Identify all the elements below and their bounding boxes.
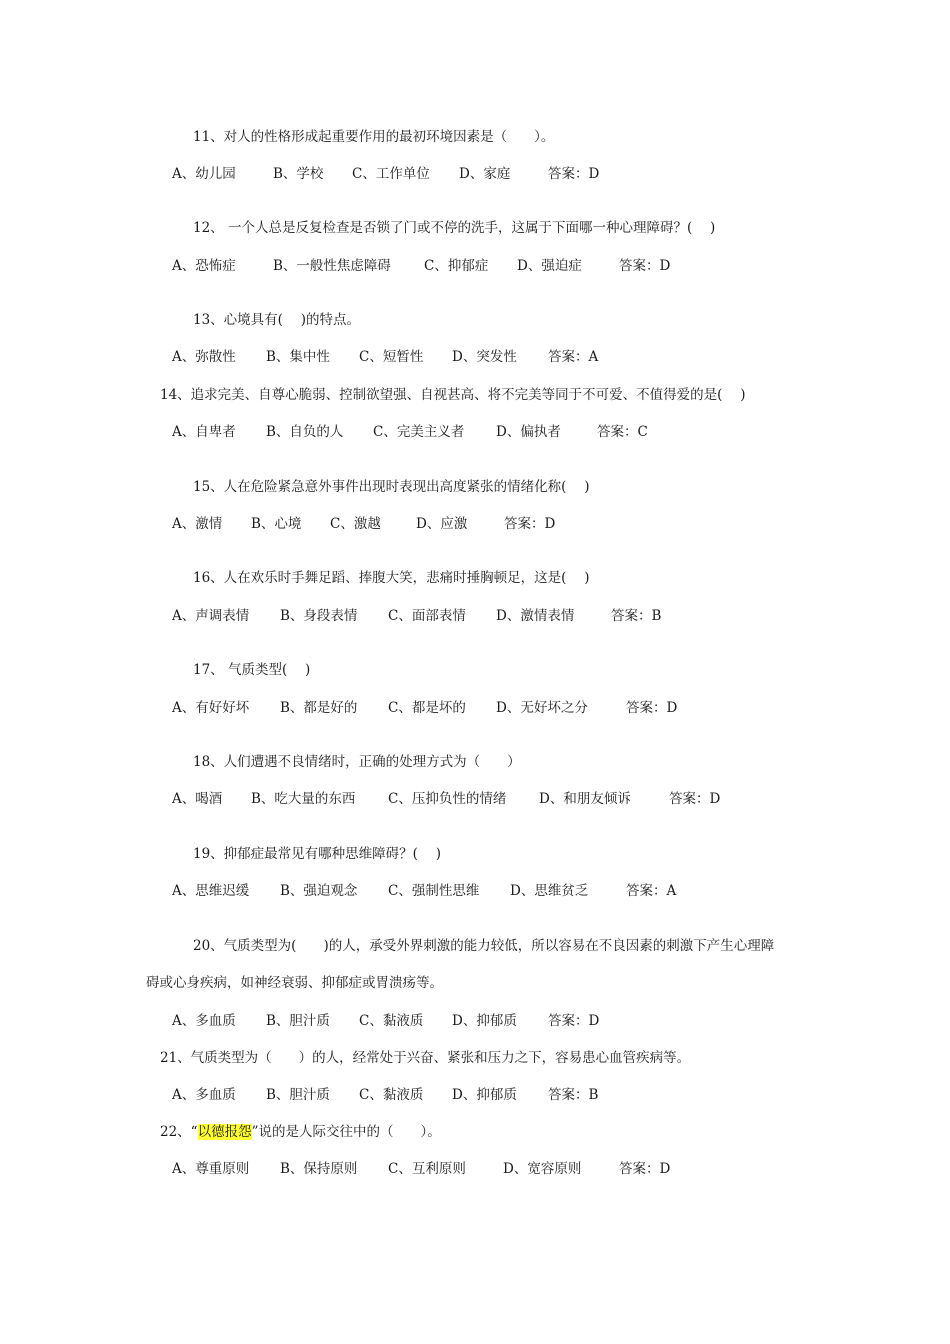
q22-option-a: A、尊重原则 (172, 1161, 250, 1177)
q14-answer: 答案：C (597, 424, 648, 440)
q14-option-a: A、自卑者 (172, 424, 236, 440)
q21-option-c: C、黏液质 (359, 1087, 424, 1103)
question-14: 14、追求完美、自尊心脆弱、控制欲望强、自视甚高、将不完美等同于不可爱、不值得爱的是( ) (160, 387, 746, 403)
q17-option-a: A、有好好坏 (172, 700, 250, 716)
question-20-continued: 碍或心身疾病，如神经衰弱、抑郁症或胃溃疡等。 (146, 975, 443, 991)
q19-option-c: C、强制性思维 (388, 883, 480, 899)
q15-option-c: C、激越 (330, 516, 381, 532)
q12-answer: 答案：D (619, 258, 671, 274)
question-18: 18、人们遭遇不良情绪时，正确的处理方式为（ ） (193, 754, 521, 770)
q22-option-c: C、互利原则 (388, 1161, 466, 1177)
q17-answer: 答案：D (626, 700, 678, 716)
q21-answer: 答案：B (548, 1087, 599, 1103)
question-16: 16、人在欢乐时手舞足蹈、捧腹大笑，悲痛时捶胸顿足，这是( ) (193, 570, 590, 586)
q20-option-c: C、黏液质 (359, 1013, 424, 1029)
q15-option-d: D、应激 (416, 516, 468, 532)
q20-option-b: B、胆汁质 (266, 1013, 330, 1029)
q19-option-b: B、强迫观念 (280, 883, 358, 899)
q18-option-b: B、吃大量的东西 (251, 791, 356, 807)
q16-option-b: B、身段表情 (280, 608, 358, 624)
q18-option-c: C、压抑负性的情绪 (388, 791, 507, 807)
q14-option-b: B、自负的人 (266, 424, 344, 440)
q17-option-b: B、都是好的 (280, 700, 358, 716)
q20-answer: 答案：D (548, 1013, 600, 1029)
q16-option-c: C、面部表情 (388, 608, 466, 624)
q19-answer: 答案：A (626, 883, 677, 899)
q11-option-b: B、学校 (273, 166, 324, 182)
q13-option-c: C、短暂性 (359, 349, 424, 365)
question-21: 21、气质类型为（ ）的人，经常处于兴奋、紧张和压力之下，容易患心血管疾病等。 (160, 1050, 691, 1066)
question-12: 12、 一个人总是反复检查是否锁了门或不停的洗手，这属于下面哪一种心理障碍？( ) (193, 220, 716, 236)
question-11: 11、对人的性格形成起重要作用的最初环境因素是（ ）。 (193, 129, 555, 145)
q12-option-b: B、一般性焦虑障碍 (273, 258, 391, 274)
question-20: 20、气质类型为( )的人，承受外界刺激的能力较低，所以容易在不良因素的刺激下产生心理障 (193, 938, 775, 954)
q15-option-b: B、心境 (251, 516, 302, 532)
q21-option-b: B、胆汁质 (266, 1087, 330, 1103)
q11-answer: 答案：D (548, 166, 600, 182)
q21-option-a: A、多血质 (172, 1087, 236, 1103)
q13-option-d: D、突发性 (452, 349, 517, 365)
question-19: 19、抑郁症最常见有哪种思维障碍？( ) (193, 846, 442, 862)
q11-option-c: C、工作单位 (352, 166, 430, 182)
q14-option-c: C、完美主义者 (373, 424, 465, 440)
q18-option-a: A、喝酒 (172, 791, 223, 807)
q16-option-a: A、声调表情 (172, 608, 250, 624)
q20-option-a: A、多血质 (172, 1013, 236, 1029)
q15-option-a: A、激情 (172, 516, 223, 532)
q12-option-c: C、抑郁症 (424, 258, 489, 274)
q18-option-d: D、和朋友倾诉 (539, 791, 631, 807)
question-17: 17、 气质类型( ) (193, 662, 311, 678)
question-22-prefix: 22、“ (160, 1124, 198, 1140)
q13-option-a: A、弥散性 (172, 349, 236, 365)
q22-answer: 答案：D (619, 1161, 671, 1177)
highlighted-phrase: 以德报怨 (197, 1124, 252, 1140)
q22-option-b: B、保持原则 (280, 1161, 358, 1177)
q17-option-c: C、都是坏的 (388, 700, 466, 716)
q20-option-d: D、抑郁质 (452, 1013, 517, 1029)
q17-option-d: D、无好坏之分 (496, 700, 588, 716)
q19-option-a: A、思维迟缓 (172, 883, 250, 899)
q18-answer: 答案：D (669, 791, 721, 807)
question-15: 15、人在危险紧急意外事件出现时表现出高度紧张的情绪化称( ) (193, 479, 590, 495)
question-22 (160, 1123, 441, 1141)
q16-answer: 答案：B (611, 608, 662, 624)
q11-option-d: D、家庭 (459, 166, 511, 182)
q22-option-d: D、宽容原则 (503, 1161, 582, 1177)
q11-option-a: A、幼儿园 (172, 166, 236, 182)
q12-option-d: D、强迫症 (517, 258, 582, 274)
q21-option-d: D、抑郁质 (452, 1087, 517, 1103)
q13-option-b: B、集中性 (266, 349, 330, 365)
q13-answer: 答案：A (548, 349, 599, 365)
q16-option-d: D、激情表情 (496, 608, 575, 624)
q15-answer: 答案：D (504, 516, 556, 532)
question-22-suffix: ”说的是人际交往中的（ ）。 (251, 1124, 441, 1140)
q19-option-d: D、思维贫乏 (510, 883, 589, 899)
q12-option-a: A、恐怖症 (172, 258, 236, 274)
q14-option-d: D、偏执者 (496, 424, 561, 440)
question-13: 13、心境具有( )的特点。 (193, 312, 361, 328)
